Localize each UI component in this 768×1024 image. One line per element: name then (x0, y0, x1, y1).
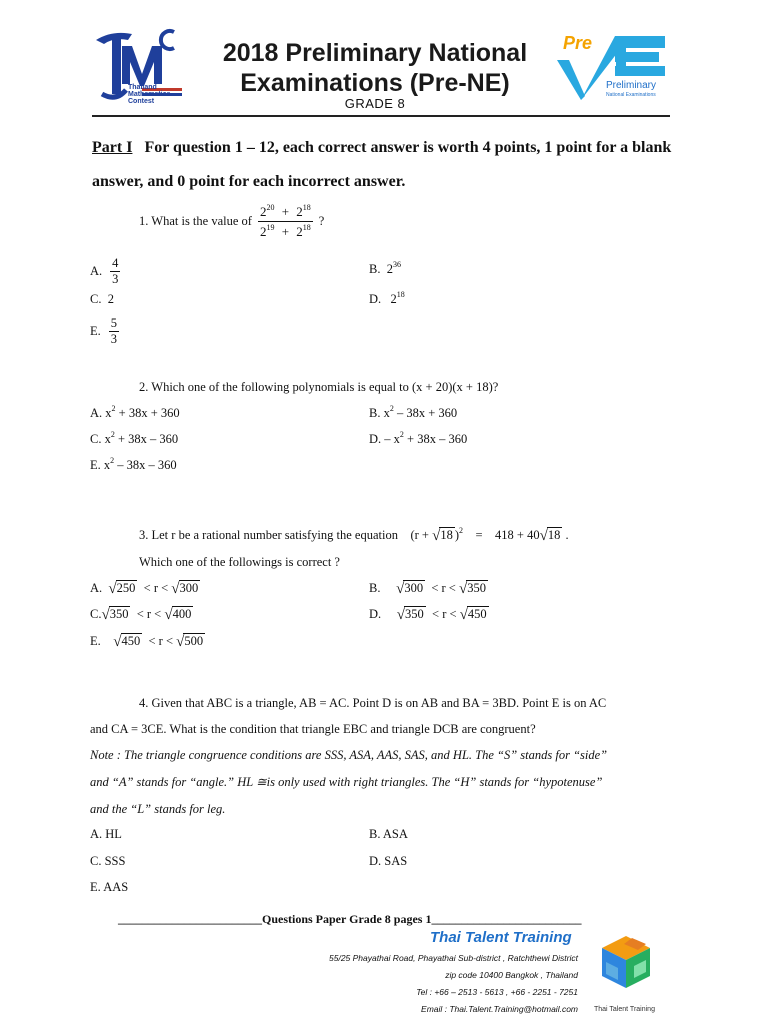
company-name: Thai Talent Training (430, 929, 572, 946)
pre-ne-logo-pre: Pre (563, 33, 593, 53)
q3-option-d[interactable]: D. √350 < r < √450 (369, 607, 487, 623)
question-4-line1: 4. Given that ABC is a triangle, AB = AC. Point D is on AB and BA = 3BD. Point E is on AC (139, 696, 607, 710)
question-4-note-line3: and the “L” stands for leg. (90, 802, 226, 816)
q2-option-a[interactable]: A. $x^2 + 38x + 360$ (90, 404, 180, 420)
q3-option-e[interactable]: E. √450 < r < √500 (90, 634, 204, 650)
question-3-line1: 3. Let r be a rational number satisfying the equation (r + √18 )$^2$ = 418 + 40√18 . (139, 526, 569, 544)
question-3-line2: Which one of the followings is correct ? (139, 555, 340, 569)
q4-option-d[interactable]: D. SAS (369, 854, 408, 868)
address-line-2: zip code 10400 Bangkok , Thailand (445, 970, 578, 980)
question-4-note-line2: and “A” stands for “angle.” HL ≅is only used with right triangles. The “H” stands for “hypotenuse” (90, 775, 603, 789)
exam-title-line1: 2018 Preliminary National (222, 39, 528, 67)
grade-label: GRADE 8 (344, 96, 406, 111)
q3-option-b[interactable]: B. √300 < r < √350 (369, 581, 486, 597)
question-2: 2. Which one of the following polynomials is equal to (x + 20)(x + 18)? (139, 380, 499, 394)
q4-option-c[interactable]: C. SSS (90, 854, 126, 868)
page-footer-line: ________________________Questions Paper Grade 8 pages 1_________________________ (118, 912, 582, 926)
question-1-qmark: ? (318, 213, 325, 228)
q1-numerator: $2^{20} + 2^{18}$ (258, 202, 313, 222)
q2-option-b[interactable]: B. $x^2 - 38x + 360$ (369, 404, 458, 420)
question-1 (139, 196, 324, 246)
q1-option-a[interactable]: A. $\frac{4}{3}$ (90, 256, 119, 286)
q2-option-e[interactable]: E. $x^2 - 38x - 360$ (90, 456, 177, 472)
ttt-logo-caption: Thai Talent Training (594, 1006, 655, 1013)
part-label: Part I (92, 139, 133, 156)
q4-option-e[interactable]: E. AAS (90, 880, 129, 894)
question-4-note-line1: Note : The triangle congruence conditions are SSS, ASA, AAS, SAS, and HL. The “S” stands for “side” (90, 748, 608, 762)
q4-option-a[interactable]: A. HL (90, 827, 122, 841)
pre-ne-logo-sub1: Preliminary (606, 80, 657, 91)
question-4-line2: and CA = 3CE. What is the condition that triangle EBC and triangle DCB are congruent? (90, 722, 536, 736)
part-instructions (92, 131, 682, 199)
q1-option-c[interactable]: C. 2 (90, 292, 114, 306)
address-line-4: Email : Thai.Talent.Training@hotmail.com (421, 1004, 578, 1014)
tmc-logo-text: Thailand Mathematics Contest (128, 84, 171, 105)
q1-denominator: $2^{19} + 2^{18}$ (259, 222, 311, 239)
q1-option-d[interactable]: D. $2^{18}$ (369, 290, 405, 306)
q1-option-b[interactable]: B. $2^{36}$ (369, 260, 401, 276)
header-rule (92, 115, 670, 117)
q3-option-c[interactable]: C.√350 < r < √400 (90, 607, 192, 623)
part-text: For question 1 – 12, each correct answer is worth 4 points, 1 point for a blank answer, and 0 point for each incorrect answer. (92, 139, 672, 190)
address-line-1: 55/25 Phayathai Road, Phayathai Sub-district , Ratchthewi District (329, 953, 578, 963)
pre-ne-logo-sub2: National Examinations (606, 92, 656, 98)
ttt-cube-logo (590, 932, 662, 1004)
q1-option-e[interactable]: E. $\frac{5}{3}$ (90, 316, 118, 346)
exam-title-line2: Examinations (Pre-NE) (240, 69, 510, 97)
address-line-3: Tel : +66 – 2513 - 5613 , +66 - 2251 - 7251 (416, 987, 578, 997)
q2-option-c[interactable]: C. $x^2 + 38x - 360$ (90, 430, 179, 446)
question-1-prompt: 1. What is the value of (139, 213, 252, 228)
exam-title (205, 38, 545, 98)
q3-option-a[interactable]: A. √250 < r < √300 (90, 581, 199, 597)
q4-option-b[interactable]: B. ASA (369, 827, 408, 841)
q2-option-d[interactable]: D. – $x^2 + 38x - 360$ (369, 430, 468, 446)
question-1-fraction (258, 202, 313, 241)
